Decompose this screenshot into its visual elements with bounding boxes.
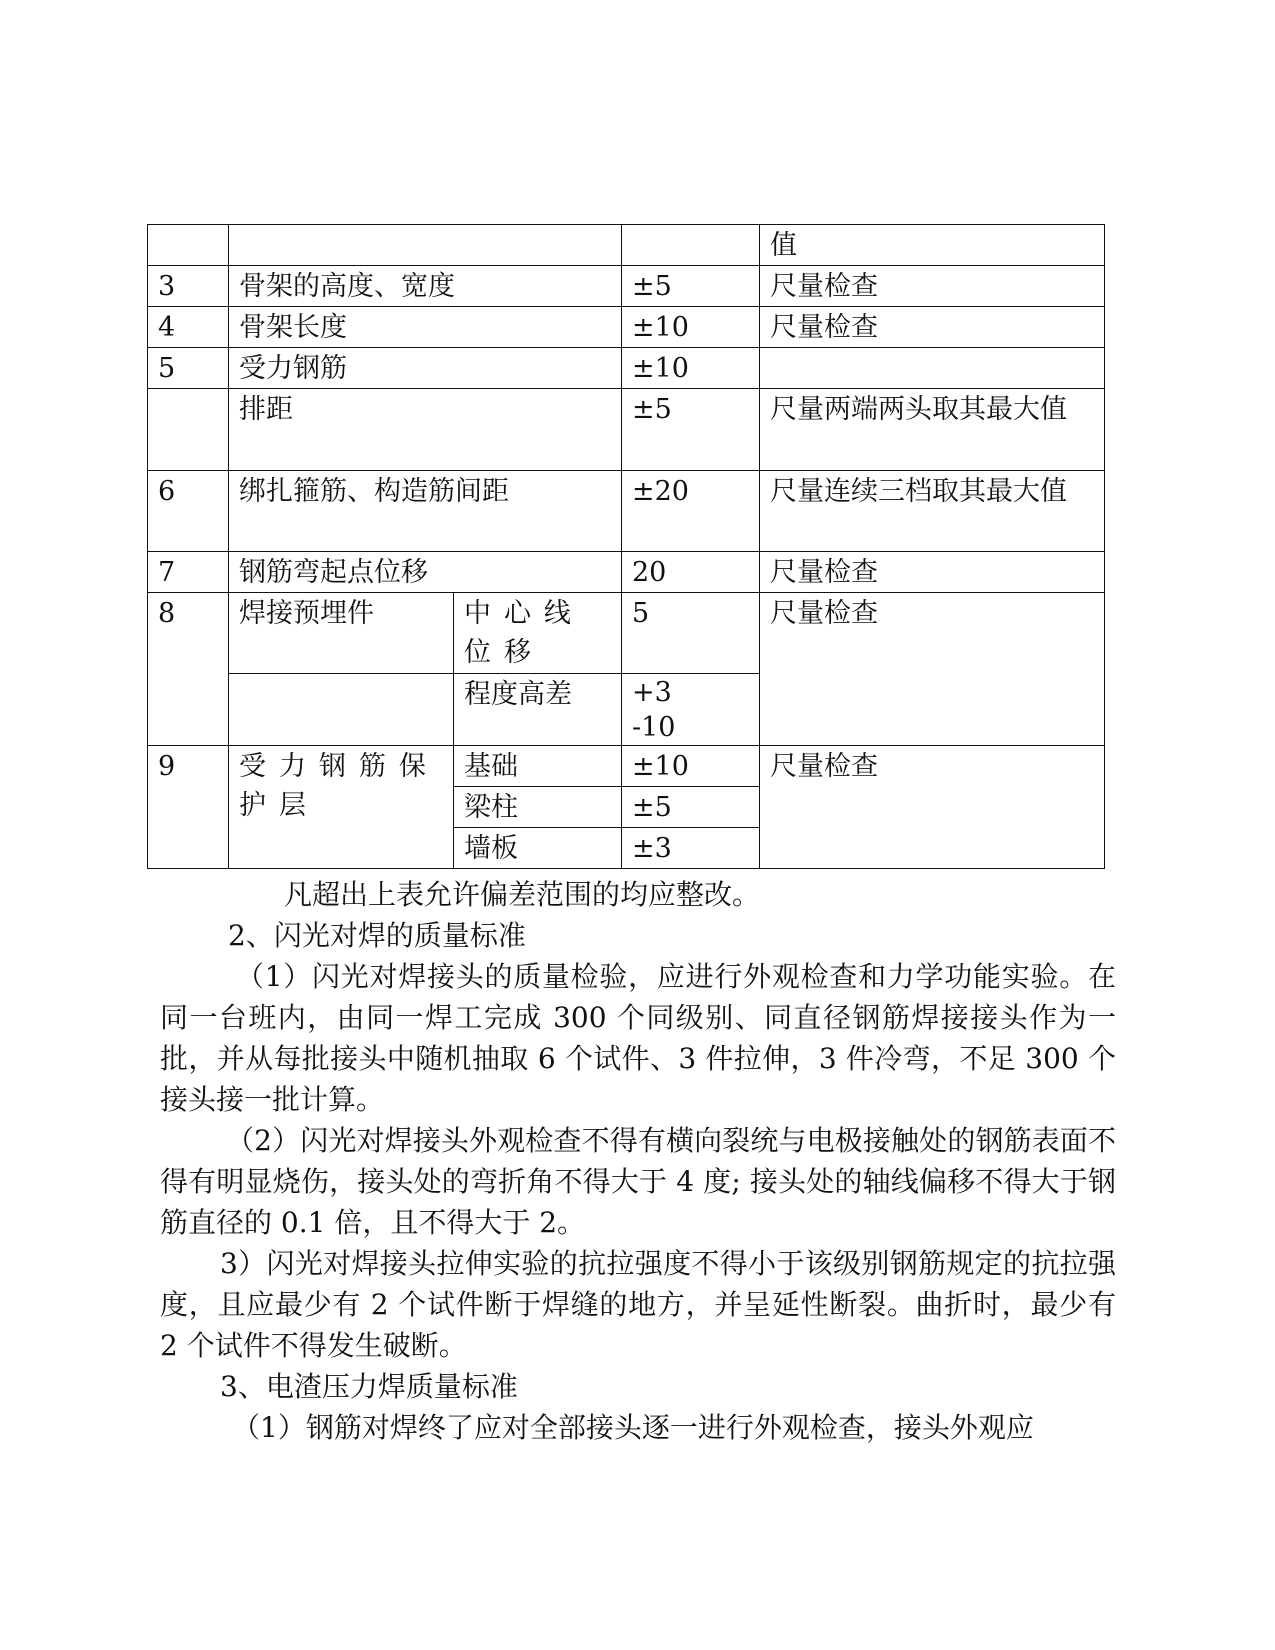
row-number: 8 <box>148 593 229 746</box>
row-number: 5 <box>148 348 229 389</box>
table-row <box>148 471 1105 552</box>
table-row <box>148 552 1105 593</box>
inspection-method: 尺量两端两头取其最大值 <box>760 389 1105 471</box>
rectification-note: 凡超出上表允许偏差范围的均应整改。 <box>284 878 761 911</box>
sub-item-name: 梁柱 <box>454 787 622 828</box>
table-row <box>148 307 1105 348</box>
body-paragraph: （1）钢筋对焊终了应对全部接头逐一进行外观检查，接头外观应 <box>232 1411 1034 1444</box>
item-name: 受力钢筋 <box>229 348 622 389</box>
item-label: 受力钢筋保护层 <box>239 751 439 821</box>
sub-item-name <box>454 593 622 674</box>
section-heading: 2、闪光对焊的质量标准 <box>228 919 526 952</box>
inspection-method: 尺量检查 <box>760 307 1105 348</box>
table-cell <box>229 674 454 746</box>
deviation-value: ±10 <box>622 307 760 348</box>
row-number: 7 <box>148 552 229 593</box>
deviation-value <box>622 674 760 746</box>
deviation-value: 20 <box>622 552 760 593</box>
section-heading: 3、电渣压力焊质量标准 <box>220 1370 518 1403</box>
row-number: 4 <box>148 307 229 348</box>
inspection-method: 尺量连续三档取其最大值 <box>760 471 1105 552</box>
item-name: 钢筋弯起点位移 <box>229 552 622 593</box>
item-name: 焊接预埋件 <box>229 593 454 674</box>
item-name: 骨架长度 <box>229 307 622 348</box>
table-row <box>148 593 1105 674</box>
table-cell <box>148 225 229 266</box>
body-paragraph: （1）闪光对焊接头的质量检验，应进行外观检查和力学功能实验。在同一台班内，由同一焊工完成 300 个同级别、同直径钢筋焊接接头作为一批，并从每批接头中随机抽取 6 个试件、3 件拉伸，3 件冷弯，不足 300 个接头接一批计算。 <box>160 960 1116 1116</box>
table-cell: 值 <box>760 225 1105 266</box>
item-name: 排距 <box>229 389 622 471</box>
sub-item-name: 程度高差 <box>454 674 622 746</box>
deviation-value: ±10 <box>622 348 760 389</box>
table-cell <box>148 389 229 471</box>
deviation-value: ±20 <box>622 471 760 552</box>
tolerance-table <box>147 224 1105 869</box>
table-row <box>148 348 1105 389</box>
deviation-value: ±10 <box>622 746 760 787</box>
deviation-value: ±5 <box>622 787 760 828</box>
item-name: 骨架的高度、宽度 <box>229 266 622 307</box>
deviation-value: 5 <box>622 593 760 674</box>
table-row <box>148 389 1105 471</box>
deviation-value: ±5 <box>622 389 760 471</box>
inspection-method: 尺量检查 <box>760 593 1105 746</box>
item-name: 绑扎箍筋、构造筋间距 <box>229 471 622 552</box>
body-paragraph: 3）闪光对焊接头拉伸实验的抗拉强度不得小于该级别钢筋规定的抗拉强度，且应最少有 2 个试件断于焊缝的地方，并呈延性断裂。曲折时，最少有 2 个试件不得发生破断。 <box>160 1247 1116 1362</box>
inspection-method: 尺量检查 <box>760 266 1105 307</box>
table-row <box>148 746 1105 787</box>
inspection-method: 尺量检查 <box>760 552 1105 593</box>
deviation-lower: -10 <box>632 712 676 743</box>
sub-item-label: 中心线位移 <box>464 598 584 668</box>
inspection-method <box>760 348 1105 389</box>
deviation-value: ±5 <box>622 266 760 307</box>
table-row <box>148 225 1105 266</box>
item-name <box>229 746 454 869</box>
table-row <box>148 266 1105 307</box>
body-paragraph: （2）闪光对焊接头外观检查不得有横向裂统与电极接触处的钢筋表面不得有明显烧伤，接头处的弯折角不得大于 4 度; 接头处的轴线偏移不得大于钢筋直径的 0.1 倍，且不得大于 2。 <box>160 1124 1116 1239</box>
row-number: 9 <box>148 746 229 869</box>
deviation-value: ±3 <box>622 828 760 869</box>
inspection-method: 尺量检查 <box>760 746 1105 869</box>
sub-item-name: 基础 <box>454 746 622 787</box>
table-cell <box>229 225 622 266</box>
deviation-upper: +3 <box>632 677 672 708</box>
row-number: 3 <box>148 266 229 307</box>
row-number: 6 <box>148 471 229 552</box>
sub-item-name: 墙板 <box>454 828 622 869</box>
table-cell <box>622 225 760 266</box>
